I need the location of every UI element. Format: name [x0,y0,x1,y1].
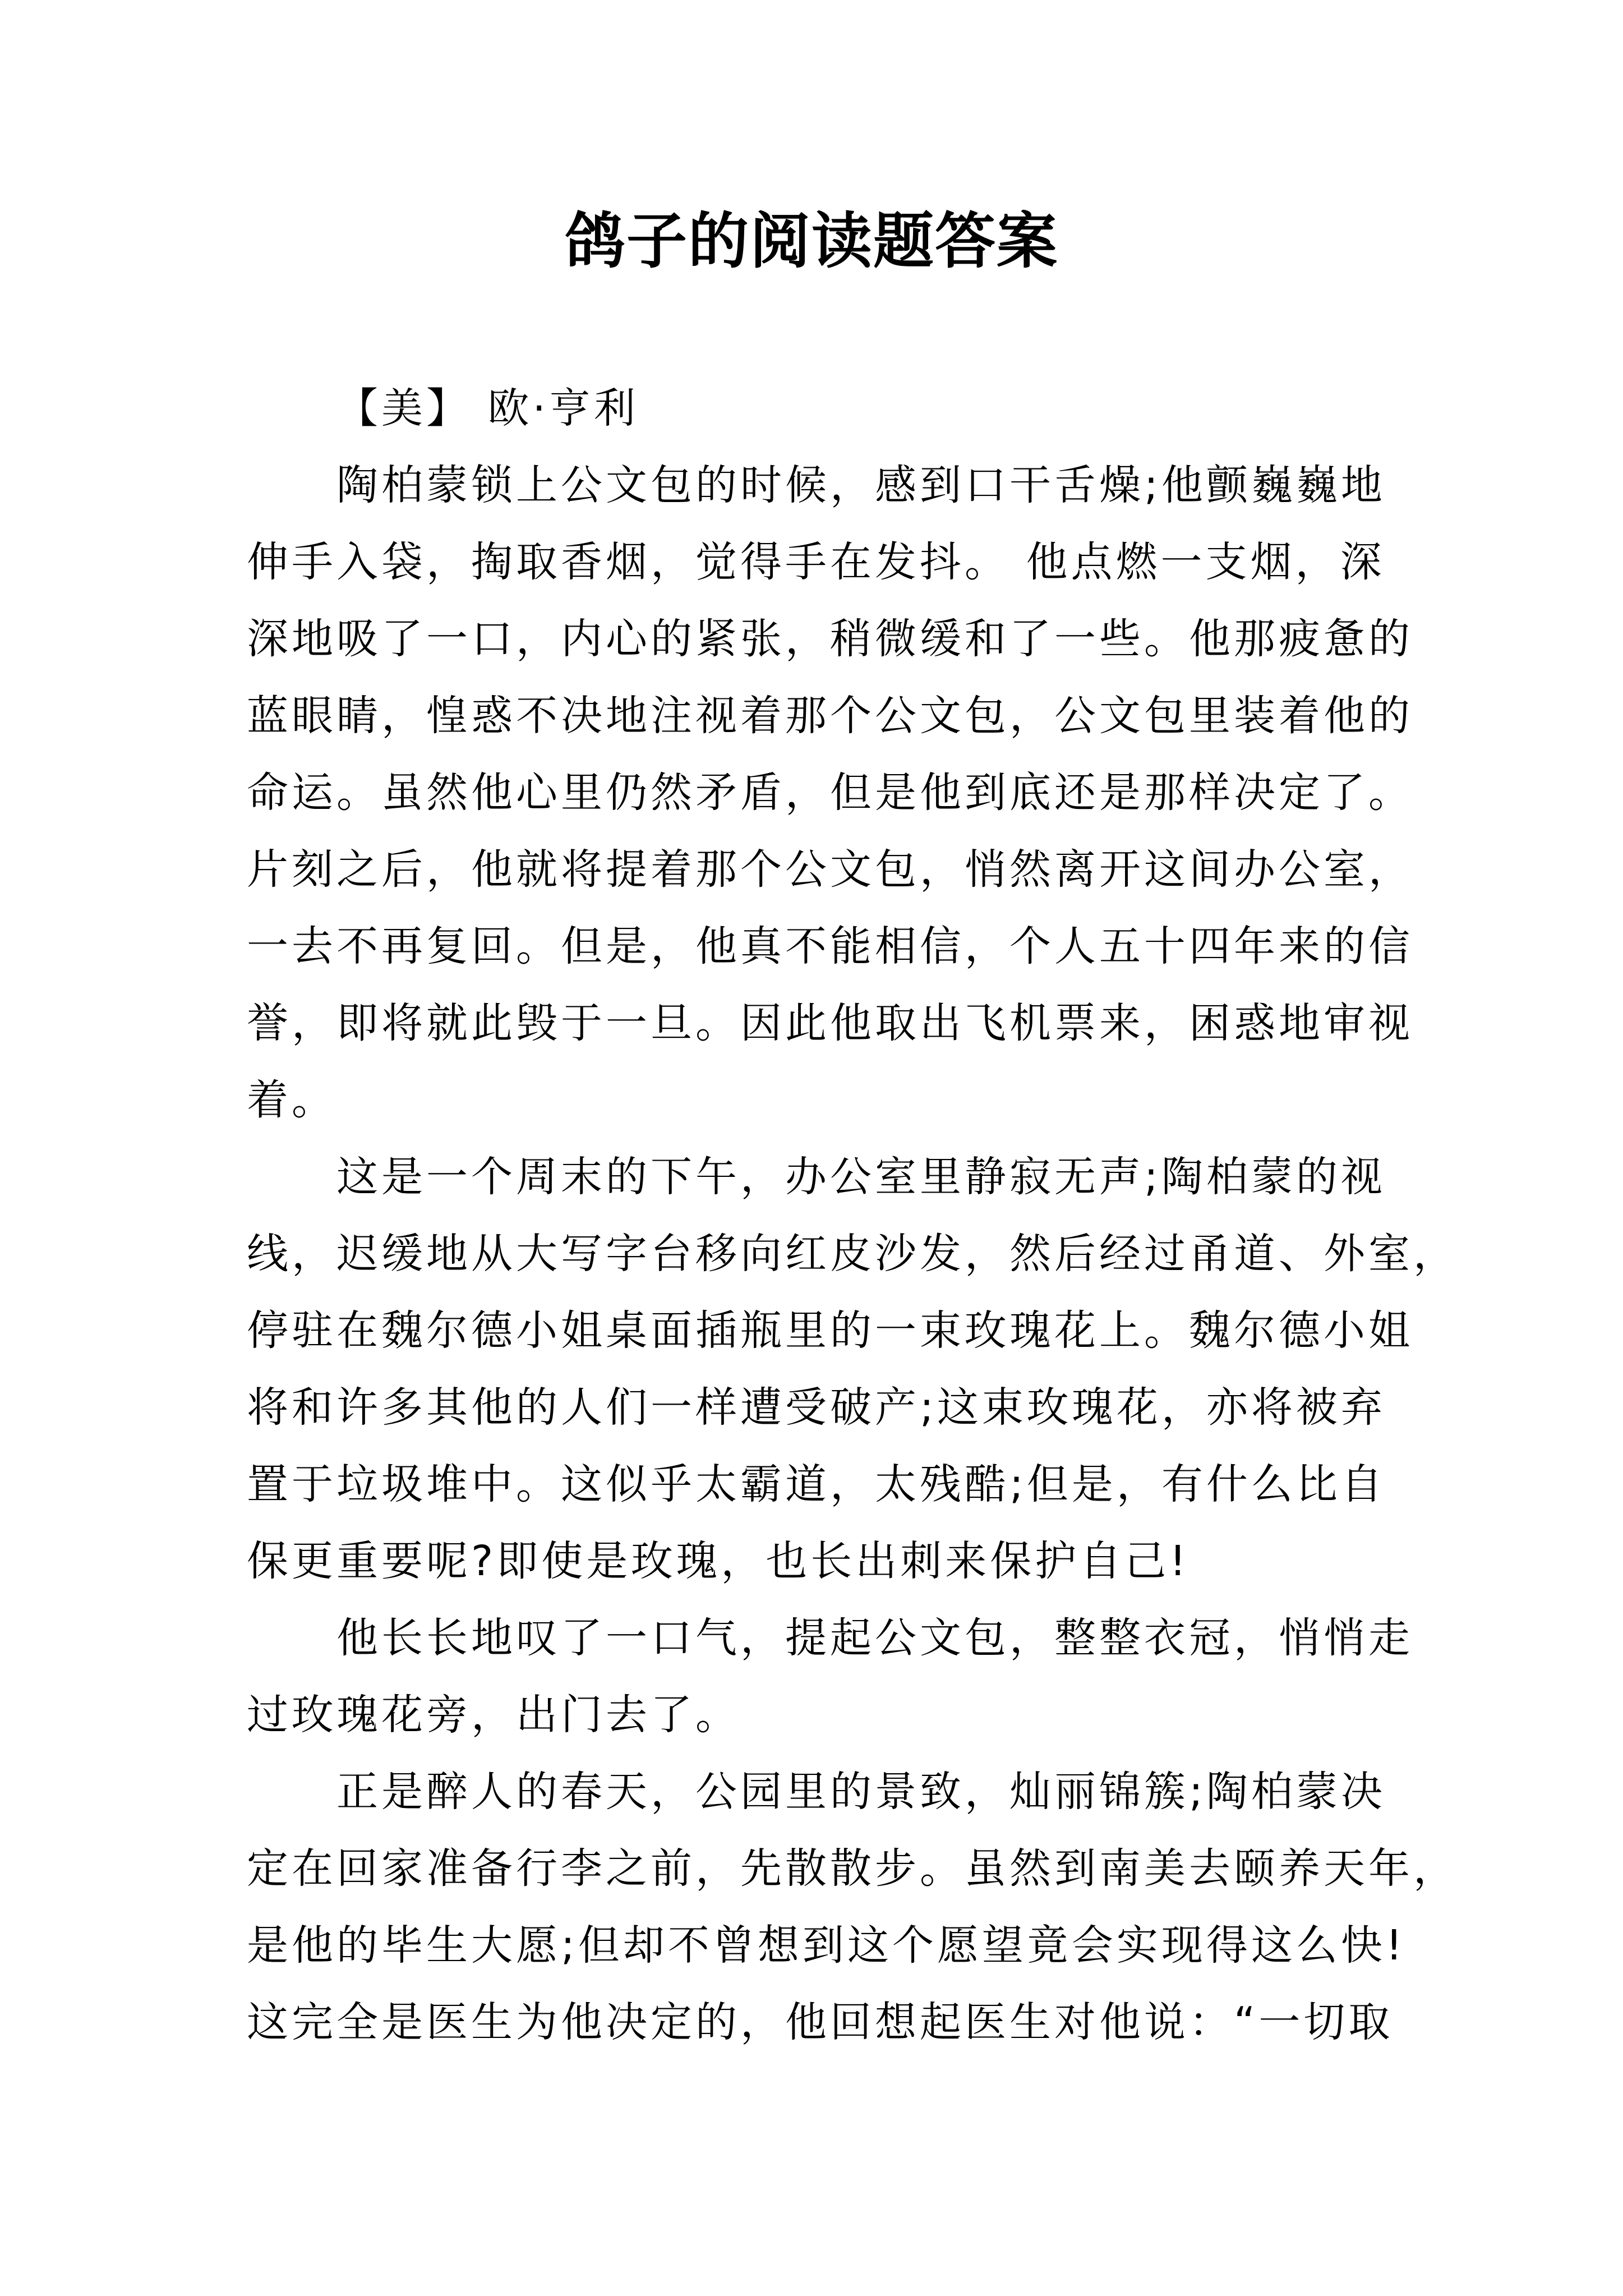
paragraph-4-line-2: 定在回家准备行李之前，先散散步。虽然到南美去颐养天年， [247,1844,1458,1893]
paragraph-2-line-5: 置于垃圾堆中。这似乎太霸道，太残酷;但是，有什么比自 [247,1460,1386,1508]
paragraph-4-line-3: 是他的毕生大愿;但却不曾想到这个愿望竟会实现得这么快! [247,1921,1406,1970]
paragraph-3-line-2: 过玫瑰花旁，出门去了。 [247,1691,740,1739]
paragraph-4-line-1: 正是醉人的春天，公园里的景致，灿丽锦簇;陶柏蒙决 [336,1768,1386,1816]
author-line: 【美】 欧·亨利 [336,384,639,432]
paragraph-1-line-1: 陶柏蒙锁上公文包的时候，感到口干舌燥;他颤巍巍地 [336,461,1386,509]
document-title: 鸽子的阅读题答案 [564,206,1058,277]
paragraph-2-line-2: 线，迟缓地从大写字台移向红皮沙发，然后经过甬道、外室， [247,1230,1458,1278]
document-body [247,370,1458,2061]
paragraph-2-line-3: 停驻在魏尔德小姐桌面插瓶里的一束玫瑰花上。魏尔德小姐 [247,1306,1413,1355]
paragraph-3-line-1: 他长长地叹了一口气，提起公文包，整整衣冠，悄悄走 [336,1614,1413,1662]
paragraph-4-line-4: 这完全是医生为他决定的，他回想起医生对他说：“一切取 [247,1998,1394,2046]
paragraph-1-line-6: 片刻之后，他就将提着那个公文包，悄然离开这间办公室， [247,845,1413,894]
paragraph-1-line-5: 命运。虽然他心里仍然矛盾，但是他到底还是那样决定了。 [247,769,1413,817]
paragraph-1-line-3: 深地吸了一口，内心的紧张，稍微缓和了一些。他那疲惫的 [247,615,1413,663]
paragraph-1-line-7: 一去不再复回。但是，他真不能相信，个人五十四年来的信 [247,922,1413,970]
paragraph-1-line-8: 誉，即将就此毁于一旦。因此他取出飞机票来，困惑地审视 [247,999,1413,1047]
paragraph-2-line-6: 保更重要呢?即使是玫瑰，也长出刺来保护自己! [247,1537,1189,1585]
paragraph-1-line-2: 伸手入袋，掏取香烟，觉得手在发抖。 他点燃一支烟，深 [247,538,1385,586]
paragraph-2-line-1: 这是一个周末的下午，办公室里静寂无声;陶柏蒙的视 [336,1153,1386,1201]
paragraph-1-line-4: 蓝眼睛，惶惑不决地注视着那个公文包，公文包里装着他的 [247,692,1413,740]
paragraph-1-line-9: 着。 [247,1076,336,1124]
paragraph-2-line-4: 将和许多其他的人们一样遭受破产;这束玫瑰花，亦将被弃 [247,1383,1386,1432]
